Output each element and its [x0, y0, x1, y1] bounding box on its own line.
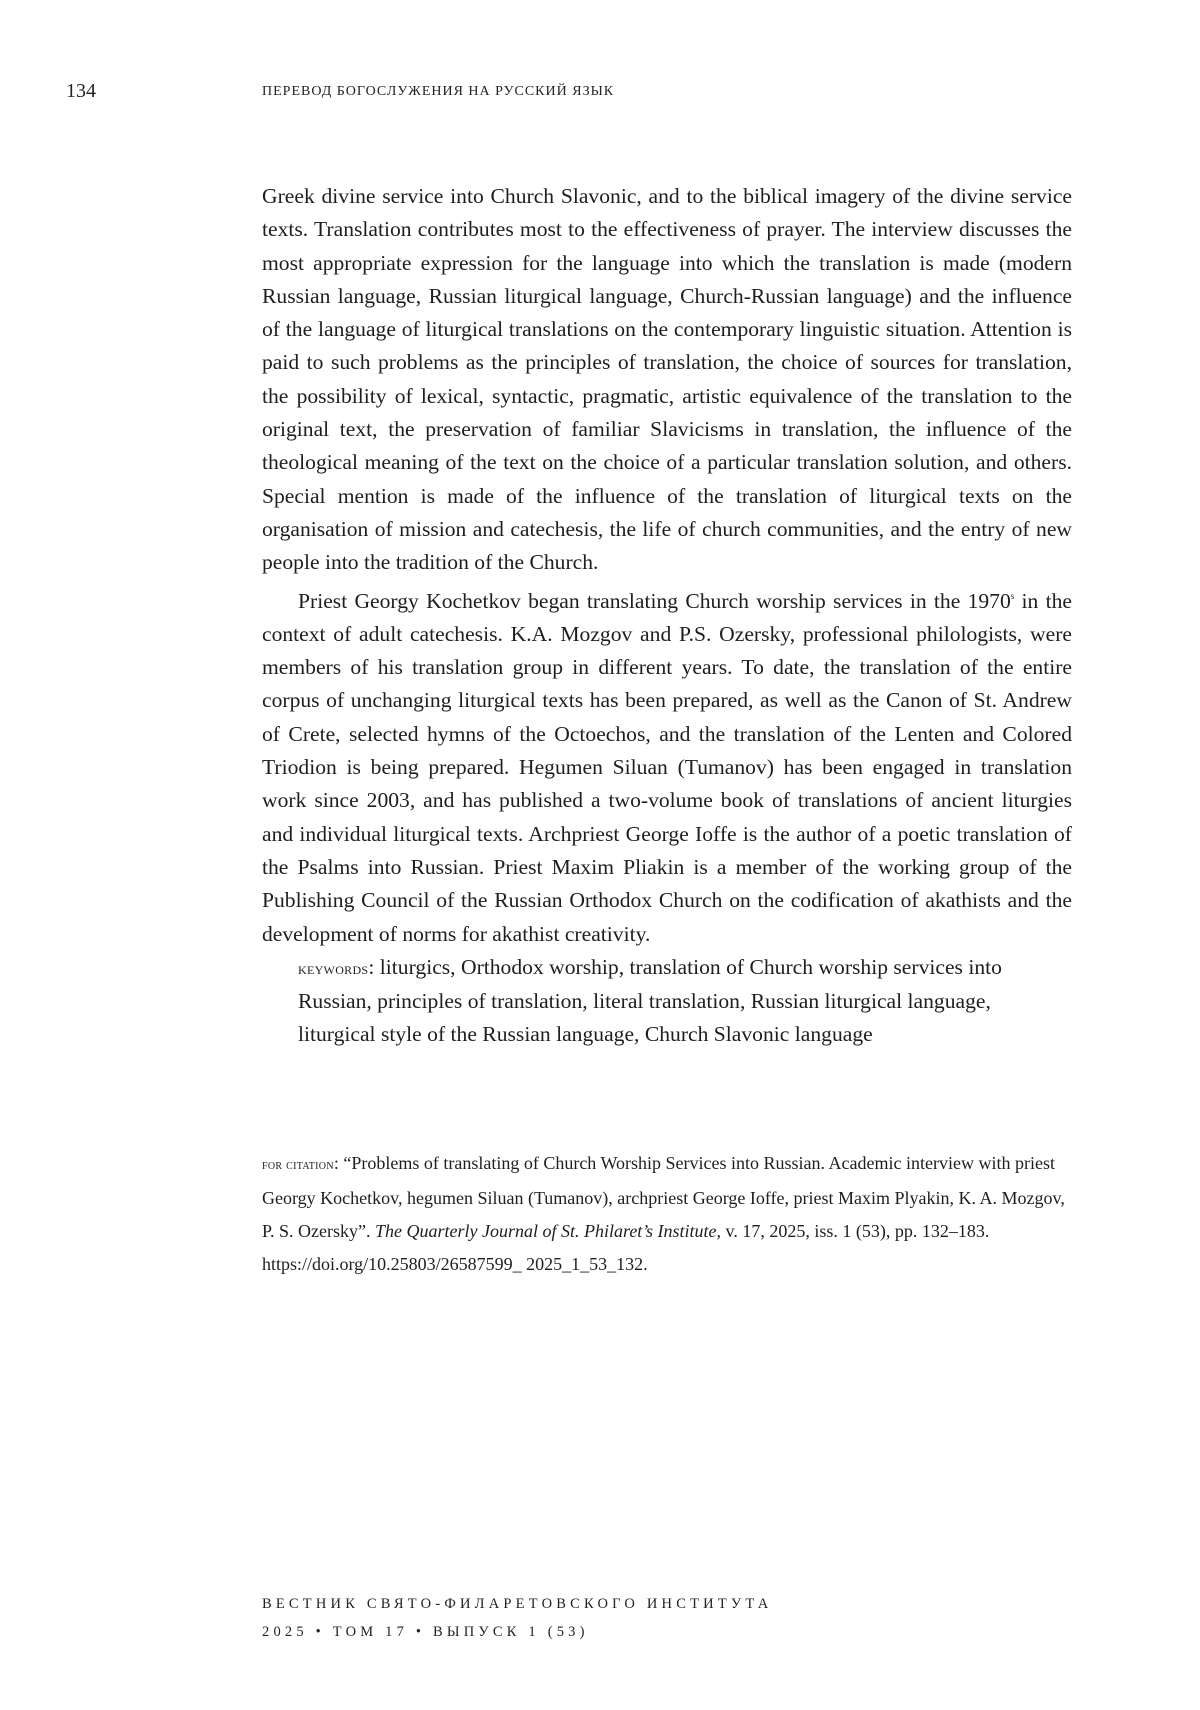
keywords-text: : liturgics, Orthodox worship, translation of Church worship services into Russian, principles of translation, literal translation, Russian liturgical language, liturgical style of the Russian language, Church Slavonic language: [298, 954, 1002, 1047]
abstract-paragraph-2: [262, 580, 1072, 951]
abstract-paragraph-1: Greek divine service into Church Slavonic, and to the biblical imagery of the divine service texts. Translation contributes most to the effectiveness of prayer. The interview discusses the most appropriate expression for the language into which the translation is made (modern Russian language, Russian liturgical language, Church-Russian language) and the influence of the language of liturgical translations on the contemporary linguistic situation. Attention is paid to such problems as the principles of translation, the choice of sources for translation, the possibility of lexical, syntactic, pragmatic, artistic equivalence of the translation to the original text, the preservation of familiar Slavicisms in translation, the influence of the theological meaning of the text on the choice of a particular translation solution, and others. Special mention is made of the influence of the translation of liturgical texts on the organisation of mission and catechesis, the life of church communities, and the entry of new people into the tradition of the Church.: [262, 184, 1072, 575]
keywords: [298, 951, 1072, 1052]
paragraph-2-start: Priest Georgy Kochetkov began translating Church worship services in the 1970: [298, 588, 1011, 613]
citation-details: , v. 17, 2025, iss. 1 (53), pp. 132–183. https://doi.org/10.25803/26587599_ 2025_1_53_132.: [262, 1221, 990, 1274]
running-head: [0, 80, 1200, 110]
footer: [262, 1590, 772, 1646]
footer-journal-title: ВЕСТНИК СВЯТО-ФИЛАРЕТОВСКОГО ИНСТИТУТА: [262, 1596, 773, 1612]
citation-journal: The Quarterly Journal of St. Philaret’s Institute: [375, 1221, 717, 1241]
page-number: 134: [66, 80, 96, 102]
citation-text: : “Problems of translating of Church Worship Services into Russian. Academic interview with priest Georgy Kochetkov, hegumen Siluan (Tumanov), archpriest George Ioffe, priest Maxim Plyakin, K. A. Mozgov, P. S. Ozersky”.: [262, 1153, 1065, 1241]
citation-block: [262, 1147, 1072, 1281]
running-title: ПЕРЕВОД БОГОСЛУЖЕНИЯ НА РУССКИЙ ЯЗЫК: [262, 84, 615, 99]
keywords-label: keywords: [298, 958, 369, 978]
footer-issue-line: 2025 • ТОМ 17 • ВЫПУСК 1 (53): [262, 1624, 589, 1640]
citation-label: for citation: [262, 1158, 334, 1173]
superscript-s: s: [1010, 590, 1015, 601]
paragraph-2-rest: in the context of adult catechesis. K.A. Mozgov and P.S. Ozersky, professional philologists, were members of his translation group in different years. To date, the translation of the entire corpus of unchanging liturgical texts has been prepared, as well as the Canon of St. Andrew of Crete, selected hymns of the Octoechos, and the translation of the Lenten and Colored Triodion is being prepared. Hegumen Siluan (Tumanov) has been engaged in translation work since 2003, and has published a two-volume book of translations of ancient liturgies and individual liturgical texts. Archpriest George Ioffe is the author of a poetic translation of the Psalms into Russian. Priest Maxim Pliakin is a member of the working group of the Publishing Council of the Russian Orthodox Church on the codification of akathists and the development of norms for akathist creativity.: [262, 588, 1072, 946]
abstract-body: [262, 180, 1072, 1052]
